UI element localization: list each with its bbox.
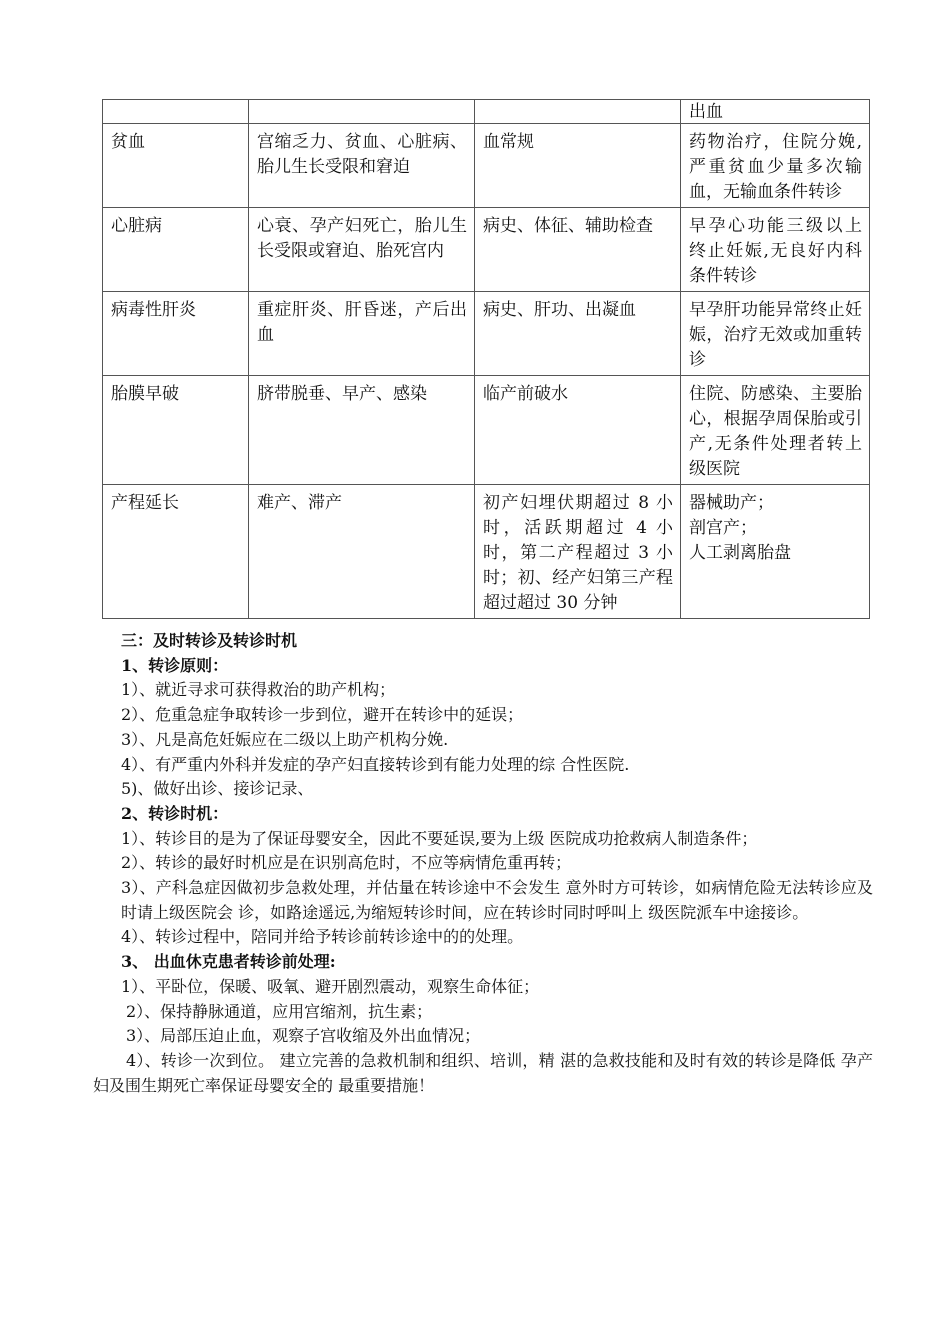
referral-table [102,99,870,619]
table-cell: 病毒性肝炎 [103,292,249,376]
list-item: 4）、有严重内外科并发症的孕产妇直接转诊到有能力处理的综 合性医院. [121,754,630,774]
table-row [103,485,870,619]
table-cell: 脐带脱垂、早产、感染 [249,376,475,485]
cell-text: 早孕心功能三级以上 终止妊娠,无良好内科条件转诊 [689,216,862,286]
table-cell: 贫血 [103,124,249,208]
table-cell: 重症肝炎、肝昏迷，产后出血 [249,292,475,376]
cell-text: 药物治疗，住院分娩,严重贫血少量多次输 血，无输血条件转诊 [689,132,862,202]
referral-section [93,629,873,1098]
cell-text: 器械助产； [689,493,774,513]
sub-heading-shock: 3、 出血休克患者转诊前处理: [121,952,336,972]
table-cell: 产程延长 [103,485,249,619]
table-cell: 病史、体征、辅助检查 [475,208,681,292]
list-item: 3）、凡是高危妊娠应在二级以上助产机构分娩. [121,729,449,749]
table-cell: 病史、肝功、出凝血 [475,292,681,376]
table-cell [681,208,870,292]
table-row [103,124,870,208]
list-item: 1）、就近寻求可获得救治的助产机构； [121,680,396,700]
list-item: 2）、转诊的最好时机应是在识别高危时，不应等病情危重再转； [121,853,572,873]
cell-text: 出血 [689,102,723,122]
list-item: 3）、产科急症因做初步急救处理，并估量在转诊途中不会发生 意外时方可转诊，如病情危险无法转诊应及时请上级医院会 诊，如路途遥远,为缩短转诊时间，应在转诊时同时呼叫上 级医院派车中途接诊。 [121,878,873,922]
table-cell: 宫缩乏力、贫血、心脏病、胎儿生长受限和窘迫 [249,124,475,208]
list-item: 2）、保持静脉通道，应用宫缩剂，抗生素； [126,1001,433,1021]
table-cell [681,376,870,485]
section-title: 三：及时转诊及转诊时机 [121,631,298,650]
table-cell: 初产妇埋伏期超过 8 小时，活跃期超过 4 小时，第二产程超过 3 小时；初、经产妇第三产程超过超过 30 分钟 [475,485,681,619]
table-cell [681,100,870,124]
table-cell [103,100,249,124]
table-cell [475,100,681,124]
cell-text: 住院、防感染、主要胎心，根据孕周保胎或引产,无条件处理者转上级医院 [689,384,862,479]
list-item: 5)、做好出诊、接诊记录、 [121,779,314,799]
table-cell [681,124,870,208]
list-item: 1）、转诊目的是为了保证母婴安全，因此不要延误,要为上级 医院成功抢救病人制造条件； [121,828,758,848]
table-cell: 心脏病 [103,208,249,292]
closing-paragraph: 4）、转诊一次到位。 建立完善的急救机制和组织、培训，精 湛的急救技能和及时有效的转诊是降低 孕产妇及围生期死亡率保证母婴安全的 最重要措施！ [93,1050,873,1095]
table-cell [681,485,870,619]
sub-heading-timing: 2、转诊时机： [121,803,229,823]
table-cell [681,292,870,376]
table-cell: 心衰、孕产妇死亡，胎儿生长受限或窘迫、胎死宫内 [249,208,475,292]
table-cell: 难产、滞产 [249,485,475,619]
table-row [103,100,870,124]
list-item: 2）、危重急症争取转诊一步到位，避开在转诊中的延误； [121,705,524,725]
table-cell: 胎膜早破 [103,376,249,485]
table-cell: 血常规 [475,124,681,208]
cell-text: 人工剥离胎盘 [689,543,791,563]
sub-heading-principles: 1、转诊原则： [121,655,229,675]
cell-text: 剖宫产； [689,518,757,538]
table-cell [249,100,475,124]
table-row [103,292,870,376]
table-row [103,208,870,292]
list-item: 1）、平卧位，保暖、吸氧、避开剧烈震动，观察生命体征； [121,976,540,996]
table-row [103,376,870,485]
table-cell: 临产前破水 [475,376,681,485]
list-item: 3）、局部压迫止血，观察子宫收缩及外出血情况； [126,1026,481,1046]
list-item: 4）、转诊过程中，陪同并给予转诊前转诊途中的的处理。 [121,927,524,947]
cell-text: 早孕肝功能异常终止妊娠，治疗无效或加重转诊 [689,300,862,370]
